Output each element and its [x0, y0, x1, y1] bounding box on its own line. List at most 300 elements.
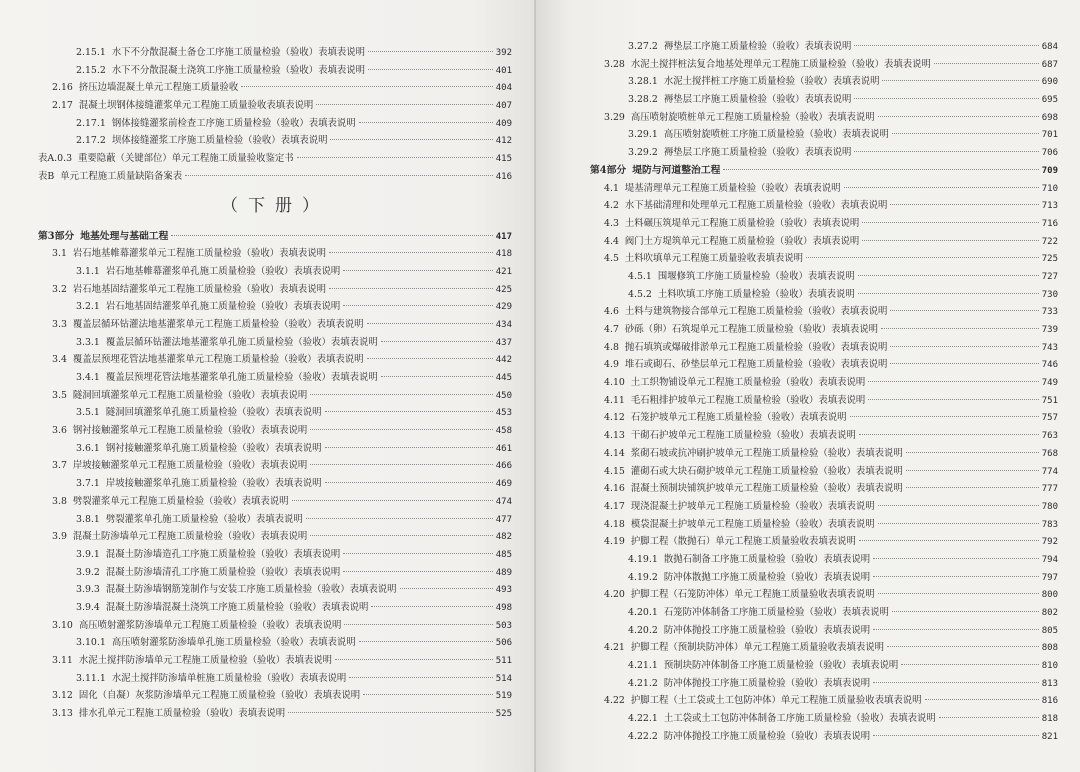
toc-entry-number: 3.6.1 — [76, 442, 100, 454]
toc-entry-page-number: 687 — [1041, 59, 1058, 70]
toc-entry-page-number: 821 — [1041, 731, 1058, 742]
toc-entry-page-number: 716 — [1041, 218, 1058, 229]
toc-entry — [590, 392, 1058, 410]
toc-entry — [38, 440, 512, 458]
toc-leader-dots — [371, 606, 492, 607]
toc-entry — [590, 356, 1058, 374]
toc-entry — [590, 551, 1058, 569]
toc-entry — [590, 91, 1058, 109]
toc-leader-dots — [723, 169, 1038, 170]
toc-entry-number: 3.28.2 — [628, 94, 658, 106]
toc-entry-page-number: 442 — [495, 355, 512, 366]
toc-entry-title: 岩石地基帷幕灌浆单孔施工质量检验（验收）表填表说明 — [105, 265, 341, 277]
toc-entry — [590, 374, 1058, 392]
toc-leader-dots — [906, 470, 1039, 471]
toc-leader-dots — [868, 399, 1038, 400]
toc-entry-page-number: 739 — [1041, 325, 1058, 335]
toc-entry — [38, 564, 512, 582]
toc-leader-dots — [873, 682, 1039, 683]
toc-entry-number: 4.5 — [604, 253, 619, 265]
toc-leader-dots — [844, 187, 1039, 188]
toc-entry-title: 水泥土搅拌桩工序施工质量检验（验收）表填表说明 — [663, 76, 880, 88]
toc-leader-dots — [854, 98, 1038, 99]
toc-entry — [590, 675, 1058, 693]
toc-entry-number: 4.17 — [604, 500, 625, 512]
toc-entry — [38, 546, 512, 564]
toc-leader-dots — [862, 240, 1038, 241]
toc-entry — [38, 705, 512, 723]
toc-leader-dots — [854, 151, 1038, 152]
toc-entry-number: 3.5 — [52, 389, 67, 401]
toc-entry-page-number: 429 — [495, 302, 512, 313]
left-page — [0, 0, 536, 772]
toc-entry-page-number: 751 — [1041, 395, 1058, 406]
toc-entry-title: 护脚工程（散抛石）单元工程施工质量验收表填表说明 — [630, 536, 856, 548]
toc-entry-number: 第3部分 — [38, 230, 75, 242]
toc-leader-dots — [359, 641, 493, 642]
toc-leader-dots — [381, 376, 493, 377]
toc-entry-title: 高压喷射旋喷桩单元工程施工质量检验（验收）表填表说明 — [630, 111, 875, 123]
toc-entry-title: 混凝土防渗墙单元工程施工质量检验（验收）表填表说明 — [72, 531, 308, 543]
toc-leader-dots — [906, 452, 1039, 453]
toc-entry-page-number: 818 — [1041, 714, 1058, 725]
toc-entry-number: 4.18 — [604, 518, 625, 530]
toc-entry-title: 挤压边墙混凝土单元工程施工质量验收 — [78, 82, 239, 94]
toc-entry-page-number: 727 — [1041, 271, 1058, 282]
toc-entry-title: 石笼护坡单元工程施工质量检验（验收）表填表说明 — [630, 412, 847, 424]
toc-entry-number: 2.17 — [52, 100, 73, 112]
toc-leader-dots — [368, 51, 493, 52]
toc-entry — [590, 38, 1058, 56]
toc-entry-number: 4.20.2 — [628, 624, 658, 636]
toc-entry-number: 3.28.1 — [628, 76, 658, 88]
toc-entry-page-number: 392 — [495, 48, 512, 58]
toc-entry-title: 岸坡接触灌浆单孔施工质量检验（验收）表填表说明 — [105, 478, 322, 490]
toc-leader-dots — [310, 394, 492, 395]
toc-entry-title: 钢衬接触灌浆单孔施工质量检验（验收）表填表说明 — [105, 442, 322, 454]
toc-entry-page-number: 701 — [1041, 130, 1058, 141]
toc-entry-number: 3.9.4 — [76, 601, 100, 613]
toc-leader-dots — [890, 363, 1038, 364]
toc-entry-number: 3.13 — [52, 708, 73, 720]
toc-entry — [38, 44, 512, 62]
toc-entry-title: 排水孔单元工程施工质量检验（验收）表填表说明 — [78, 708, 286, 720]
toc-entry-number: 4.19.1 — [628, 553, 658, 565]
toc-part-heading — [38, 228, 512, 246]
toc-leader-dots — [349, 677, 493, 678]
toc-entry-page-number: 797 — [1041, 572, 1058, 583]
toc-entry-title: 水泥土搅拌防渗墙单元工程施工质量检验（验收）表填表说明 — [78, 655, 333, 666]
toc-entry-page-number: 401 — [495, 65, 512, 76]
toc-entry-title: 混凝土预制块铺筑护坡单元工程施工质量检验（验收）表填表说明 — [630, 483, 903, 495]
toc-entry-page-number: 805 — [1041, 625, 1058, 636]
toc-entry-page-number: 783 — [1041, 519, 1058, 530]
toc-entry-page-number: 506 — [495, 638, 512, 649]
toc-entry-page-number: 706 — [1041, 148, 1058, 159]
toc-entry-number: 4.8 — [604, 341, 619, 353]
toc-entry — [38, 422, 512, 440]
toc-entry — [590, 516, 1058, 534]
toc-entry-page-number: 777 — [1041, 484, 1058, 495]
toc-leader-dots — [325, 482, 493, 483]
toc-list-top — [38, 44, 512, 186]
toc-entry-page-number: 730 — [1041, 289, 1058, 300]
toc-entry-title: 阀门土方堤筑单元工程施工质量检验（验收）表填表说明 — [624, 235, 860, 247]
toc-entry-number: 3.29 — [604, 111, 625, 123]
toc-leader-dots — [892, 133, 1039, 134]
toc-entry — [38, 404, 512, 422]
toc-entry-title: 防冲体抛投工序施工质量检验（验收）表填表说明 — [663, 730, 871, 742]
toc-entry-page-number: 709 — [1041, 165, 1058, 176]
right-page — [536, 0, 1080, 772]
toc-entry-page-number: 466 — [495, 461, 512, 472]
toc-leader-dots — [330, 139, 492, 140]
toc-entry — [38, 298, 512, 316]
toc-entry-number: 4.3 — [604, 217, 619, 229]
toc-entry — [590, 692, 1058, 710]
toc-entry-page-number: 810 — [1041, 661, 1058, 672]
toc-entry — [38, 528, 512, 546]
toc-entry-page-number: 800 — [1041, 590, 1058, 601]
toc-entry-number: 3.7 — [52, 460, 67, 472]
toc-entry-page-number: 519 — [495, 691, 512, 702]
toc-entry — [590, 569, 1058, 587]
toc-entry-title: 护脚工程（土工袋或土工包防冲体）单元工程施工质量验收表填表说明 — [630, 695, 922, 707]
toc-leader-dots — [858, 293, 1039, 294]
toc-entry-number: 4.12 — [604, 412, 625, 424]
toc-entry-title: 土料碾压筑堤单元工程施工质量检验（验收）表填表说明 — [624, 217, 860, 229]
toc-leader-dots — [873, 558, 1039, 559]
toc-leader-dots — [310, 535, 492, 536]
toc-entry-page-number: 450 — [495, 390, 512, 401]
toc-entry-number: 4.21.1 — [628, 660, 658, 672]
toc-entry-number: 3.28 — [604, 58, 625, 70]
toc-entry-number: 2.17.1 — [76, 117, 106, 129]
toc-entry-page-number: 404 — [495, 83, 512, 94]
toc-entry-title: 石笼防冲体制备工序施工质量检验（验收）表填表说明 — [663, 607, 889, 618]
toc-entry — [590, 445, 1058, 463]
toc-entry-title: 隧洞回填灌浆单元工程施工质量检验（验收）表填表说明 — [72, 389, 308, 401]
toc-entry-title: 劈裂灌浆单元工程施工质量检验（验收）表填表说明 — [72, 495, 289, 507]
toc-entry-title: 地基处理与基础工程 — [80, 230, 169, 242]
toc-entry — [590, 144, 1058, 162]
toc-entry-page-number: 461 — [495, 443, 512, 454]
toc-leader-dots — [288, 712, 493, 713]
toc-entry-number: 3.10 — [52, 619, 73, 631]
toc-entry-title: 劈裂灌浆单孔施工质量检验（验收）表填表说明 — [105, 513, 303, 525]
toc-entry-number: 表B — [38, 170, 55, 182]
toc-entry-number: 3.1.1 — [76, 265, 100, 277]
toc-entry-number: 4.9 — [604, 359, 619, 371]
toc-entry — [590, 498, 1058, 516]
toc-entry-number: 3.5.1 — [76, 407, 100, 419]
toc-entry — [38, 670, 512, 688]
toc-entry-title: 堤基清理单元工程施工质量检验（验收）表填表说明 — [624, 182, 841, 194]
toc-leader-dots — [310, 429, 492, 430]
toc-entry-title: 土工织物铺设单元工程施工质量检验（验收）表填表说明 — [630, 377, 866, 389]
toc-entry-number: 4.20 — [604, 589, 625, 601]
toc-entry-page-number: 746 — [1041, 360, 1058, 371]
toc-entry — [590, 73, 1058, 91]
toc-entry-number: 3.29.1 — [628, 129, 658, 141]
toc-entry-number: 4.5.2 — [628, 288, 652, 300]
toc-entry-number: 3.4.1 — [76, 372, 100, 383]
toc-entry-title: 钢衬接触灌浆单元工程施工质量检验（验收）表填表说明 — [72, 425, 308, 437]
toc-leader-dots — [335, 659, 493, 660]
toc-entry-title: 水下不分散混凝土备仓工序施工质量检验（验收）表填表说明 — [111, 47, 365, 58]
toc-entry — [38, 493, 512, 511]
toc-leader-dots — [381, 341, 493, 342]
toc-leader-dots — [882, 80, 1038, 81]
toc-leader-dots — [862, 222, 1038, 223]
toc-entry-page-number: 763 — [1041, 431, 1058, 442]
toc-entry-number: 3.8.1 — [76, 513, 100, 525]
toc-leader-dots — [367, 323, 493, 324]
toc-entry — [38, 62, 512, 80]
toc-entry-title: 水下基础清理和处理单元工程施工质量检验（验收）表填表说明 — [624, 200, 888, 212]
toc-entry-page-number: 445 — [495, 373, 512, 383]
toc-entry-title: 护脚工程（预制块防冲体）单元工程施工质量验收表填表说明 — [630, 642, 885, 654]
toc-entry-page-number: 409 — [495, 118, 512, 129]
toc-entry-number: 4.4 — [604, 235, 619, 247]
toc-entry-page-number: 710 — [1041, 183, 1058, 194]
toc-entry — [38, 457, 512, 475]
toc-entry-title: 高压喷射灌浆防渗墙单元工程施工质量检验（验收）表填表说明 — [78, 619, 342, 631]
toc-leader-dots — [878, 593, 1039, 594]
toc-entry-title: 褥垫层工序施工质量检验（验收）表填表说明 — [663, 41, 852, 52]
toc-entry-title: 现浇混凝土护坡单元工程施工质量检验（验收）表填表说明 — [630, 500, 875, 512]
toc-entry-page-number: 421 — [495, 266, 512, 277]
toc-entry-title: 岩石地基帷幕灌浆单元工程施工质量检验（验收）表填表说明 — [72, 248, 327, 260]
toc-entry-title: 防冲体散抛工序施工质量检验（验收）表填表说明 — [663, 571, 871, 583]
toc-entry-number: 3.9.3 — [76, 584, 100, 596]
toc-leader-dots — [306, 518, 493, 519]
toc-entry-title: 混凝土防渗墙混凝土浇筑工序施工质量检验（验收）表填表说明 — [105, 601, 369, 613]
toc-entry-title: 隧洞回填灌浆单孔施工质量检验（验收）表填表说明 — [105, 407, 322, 419]
toc-entry-page-number: 725 — [1041, 254, 1058, 265]
toc-entry — [38, 79, 512, 97]
toc-entry-page-number: 417 — [495, 231, 512, 242]
toc-entry-title: 岩石地基固结灌浆单元工程施工质量检验（验收）表填表说明 — [72, 283, 327, 295]
toc-leader-dots — [185, 175, 493, 176]
toc-leader-dots — [906, 487, 1039, 488]
toc-entry-number: 4.19 — [604, 536, 625, 548]
toc-entry-number: 4.14 — [604, 447, 625, 459]
toc-entry — [38, 97, 512, 115]
toc-entry-page-number: 412 — [495, 136, 512, 147]
toc-list-right — [590, 38, 1058, 746]
toc-entry-number: 3.3 — [52, 318, 67, 330]
toc-entry-page-number: 458 — [495, 426, 512, 437]
toc-leader-dots — [934, 63, 1039, 64]
toc-leader-dots — [363, 694, 493, 695]
toc-leader-dots — [343, 553, 492, 554]
toc-entry-page-number: 437 — [495, 337, 512, 348]
toc-entry-page-number: 453 — [495, 408, 512, 419]
toc-entry-page-number: 425 — [495, 284, 512, 295]
toc-entry-title: 褥垫层工序施工质量检验（验收）表填表说明 — [663, 94, 852, 106]
toc-entry-page-number: 493 — [495, 585, 512, 596]
toc-entry-title: 灌砌石或大块石砌护坡单元工程施工质量检验（验收）表填表说明 — [630, 465, 903, 477]
toc-entry — [38, 581, 512, 599]
toc-entry-title: 土料与建筑物接合部单元工程施工质量检验（验收）表填表说明 — [624, 306, 888, 318]
toc-entry-page-number: 482 — [495, 532, 512, 543]
toc-entry — [590, 268, 1058, 286]
toc-entry — [590, 109, 1058, 127]
toc-entry-title: 模袋混凝土护坡单元工程施工质量检验（验收）表填表说明 — [630, 518, 875, 530]
toc-entry-title: 单元工程施工质量缺陷备案表 — [60, 170, 183, 182]
toc-entry-title: 水泥土搅拌桩法复合地基处理单元工程施工质量检验（验收）表填表说明 — [630, 58, 931, 70]
toc-entry-number: 3.10.1 — [76, 637, 106, 649]
toc-entry-number: 4.10 — [604, 377, 625, 389]
toc-entry-number: 3.11.1 — [76, 672, 106, 684]
toc-entry — [38, 652, 512, 670]
toc-entry-title: 土工袋或土工包防冲体制备工序施工质量检验（验收）表填表说明 — [663, 713, 936, 725]
toc-entry-title: 毛石粗排护坡单元工程施工质量检验（验收）表填表说明 — [630, 394, 866, 406]
toc-leader-dots — [325, 447, 493, 448]
toc-entry — [38, 115, 512, 133]
toc-entry-page-number: 511 — [495, 656, 512, 666]
toc-entry — [590, 604, 1058, 622]
toc-entry-number: 4.21 — [604, 642, 625, 654]
toc-entry-page-number: 418 — [495, 249, 512, 260]
toc-entry — [38, 599, 512, 617]
toc-entry-number: 4.7 — [604, 324, 619, 335]
toc-entry-number: 4.13 — [604, 430, 625, 442]
toc-leader-dots — [367, 358, 493, 359]
toc-leader-dots — [878, 505, 1039, 506]
toc-entry-number: 3.3.1 — [76, 336, 100, 348]
toc-entry-page-number: 743 — [1041, 342, 1058, 353]
toc-entry — [590, 463, 1058, 481]
toc-entry-title: 土料吹填单元工程施工质量验收表填表说明 — [624, 253, 804, 265]
toc-leader-dots — [890, 310, 1038, 311]
toc-entry-page-number: 469 — [495, 479, 512, 490]
toc-leader-dots — [343, 270, 492, 271]
toc-entry-title: 混凝土防渗墙钢筋笼制作与安装工序施工质量检验（验收）表填表说明 — [105, 584, 397, 596]
toc-entry-number: 4.21.2 — [628, 677, 658, 689]
toc-entry — [590, 639, 1058, 657]
toc-entry — [38, 475, 512, 493]
toc-leader-dots — [344, 624, 492, 625]
toc-entry — [590, 657, 1058, 675]
toc-entry — [38, 351, 512, 369]
toc-entry-number: 3.7.1 — [76, 478, 100, 490]
toc-entry-page-number: 757 — [1041, 413, 1058, 424]
toc-entry-number: 2.16 — [52, 82, 73, 94]
toc-leader-dots — [878, 523, 1039, 524]
toc-entry — [590, 339, 1058, 357]
toc-entry-title: 护脚工程（石笼防冲体）单元工程施工质量验收表填表说明 — [630, 589, 875, 601]
toc-entry-title: 干砌石护坡单元工程施工质量检验（验收）表填表说明 — [630, 430, 856, 442]
toc-entry — [38, 687, 512, 705]
toc-entry — [590, 586, 1058, 604]
toc-entry — [590, 321, 1058, 339]
toc-entry-page-number: 794 — [1041, 554, 1058, 565]
toc-entry-title: 覆盖层循环钻灌法地基灌浆单元工程施工质量检验（验收）表填表说明 — [72, 318, 364, 330]
toc-entry-page-number: 802 — [1041, 608, 1058, 618]
toc-entry-page-number: 695 — [1041, 95, 1058, 106]
toc-leader-dots — [325, 411, 493, 412]
toc-leader-dots — [241, 86, 492, 87]
toc-entry-page-number: 816 — [1041, 696, 1058, 707]
volume-title: （下册） — [221, 195, 329, 216]
toc-entry-number: 4.19.2 — [628, 571, 658, 583]
toc-entry-page-number: 780 — [1041, 501, 1058, 512]
toc-entry — [590, 126, 1058, 144]
toc-entry — [590, 303, 1058, 321]
toc-entry-number: 第4部分 — [590, 164, 627, 176]
toc-entry-page-number: 774 — [1041, 466, 1058, 477]
toc-entry-title: 土料吹填工序施工质量检验（验收）表填表说明 — [657, 288, 855, 300]
toc-entry-title: 混凝土防渗墙造孔工序施工质量检验（验收）表填表说明 — [105, 548, 341, 560]
toc-entry-page-number: 792 — [1041, 537, 1058, 548]
toc-entry — [38, 334, 512, 352]
toc-leader-dots — [359, 122, 493, 123]
toc-entry — [38, 617, 512, 635]
toc-entry-title: 高压喷射旋喷桩工序施工质量检验（验收）表填表说明 — [663, 129, 889, 141]
toc-entry-page-number: 684 — [1041, 42, 1058, 52]
toc-entry-title: 水泥土搅拌防渗墙单桩施工质量检验（验收）表填表说明 — [111, 672, 347, 684]
toc-leader-dots — [329, 288, 493, 289]
toc-entry-number: 3.1 — [52, 248, 67, 260]
toc-entry-title: 水下不分散混凝土浇筑工序施工质量检验（验收）表填表说明 — [111, 64, 365, 76]
toc-entry-number: 4.16 — [604, 483, 625, 495]
toc-leader-dots — [310, 464, 492, 465]
toc-entry-page-number: 498 — [495, 602, 512, 613]
toc-leader-dots — [850, 416, 1039, 417]
toc-entry-title: 防冲体抛投工序施工质量检验（验收）表填表说明 — [663, 677, 871, 689]
toc-leader-dots — [400, 588, 493, 589]
toc-entry-title: 堤防与河道整治工程 — [632, 164, 721, 176]
toc-leader-dots — [368, 69, 493, 70]
toc-entry — [590, 250, 1058, 268]
toc-entry-number: 4.22.2 — [628, 730, 658, 742]
toc-leader-dots — [873, 576, 1039, 577]
toc-entry-title: 浆砌石坡或抗冲刷护坡单元工程施工质量检验（验收）表填表说明 — [630, 447, 903, 459]
toc-part-heading — [590, 162, 1058, 180]
toc-entry-title: 抛石填筑或爆破排淤单元工程施工质量检验（验收）表填表说明 — [624, 341, 888, 353]
toc-entry-page-number: 808 — [1041, 643, 1058, 654]
toc-leader-dots — [925, 699, 1039, 700]
toc-entry — [38, 387, 512, 405]
toc-entry-number: 4.22.1 — [628, 713, 658, 725]
toc-leader-dots — [873, 735, 1039, 736]
toc-entry-number: 3.9.1 — [76, 548, 100, 560]
toc-leader-dots — [859, 434, 1039, 435]
toc-entry — [590, 480, 1058, 498]
toc-leader-dots — [297, 157, 493, 158]
toc-entry-number: 4.20.1 — [628, 607, 658, 618]
toc-leader-dots — [329, 252, 493, 253]
toc-entry-title: 堆石或砌石、砂垫层单元工程施工质量检验（验收）表填表说明 — [624, 359, 888, 371]
toc-entry — [590, 56, 1058, 74]
toc-entry-page-number: 722 — [1041, 236, 1058, 247]
toc-entry-page-number: 690 — [1041, 77, 1058, 88]
toc-entry-number: 2.15.1 — [76, 47, 106, 58]
toc-entry — [590, 427, 1058, 445]
toc-entry-title: 覆盖层循环钻灌法地基灌浆单孔施工质量检验（验收）表填表说明 — [105, 336, 378, 348]
toc-entry-page-number: 407 — [495, 101, 512, 112]
toc-entry — [38, 316, 512, 334]
toc-entry — [38, 132, 512, 150]
toc-leader-dots — [892, 611, 1039, 612]
toc-leader-dots — [292, 500, 493, 501]
toc-entry-page-number: 434 — [495, 319, 512, 330]
toc-leader-dots — [343, 571, 492, 572]
toc-entry-number: 2.17.2 — [76, 135, 106, 147]
toc-leader-dots — [806, 257, 1039, 258]
